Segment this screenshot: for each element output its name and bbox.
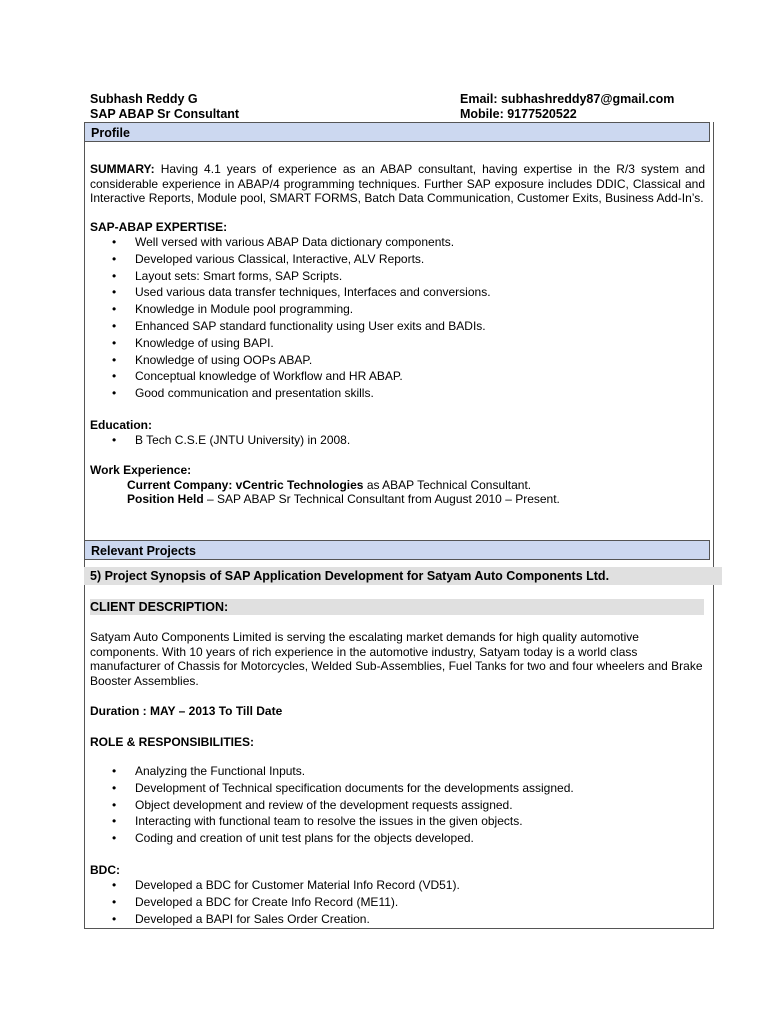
bdc-item: • Developed a BDC for Customer Material Info Record (VD51). (90, 877, 705, 894)
work-experience-heading: Work Experience: (90, 463, 192, 478)
client-description-bar (90, 599, 704, 615)
current-company (90, 478, 705, 493)
expertise-item: • Well versed with various ABAP Data dictionary components. (90, 234, 705, 251)
profile-section-header (84, 122, 710, 142)
education-item: • B Tech C.S.E (JNTU University) in 2008. (90, 432, 705, 449)
role-item: • Interacting with functional team to resolve the issues in the given objects. (90, 813, 705, 830)
projects-heading: Relevant Projects (91, 544, 196, 558)
expertise-item: • Developed various Classical, Interactive, ALV Reports. (90, 251, 705, 268)
client-description-text: Satyam Auto Components Limited is serving the escalating market demands for high quality automotive components. With 10 years of rich experience in the automotive industry, Satyam today is a world class manufacturer of Chassis for Motorcycles, Welded Sub-Assemblies, Fuel Tanks for two and four wheelers and Brake Booster Assemblies. (90, 630, 703, 688)
bdc-list (90, 877, 705, 927)
expertise-heading: SAP-ABAP EXPERTISE: (90, 219, 228, 234)
bdc-item: • Developed a BAPI for Sales Order Creation. (90, 911, 705, 928)
expertise-item: • Enhanced SAP standard functionality using User exits and BADIs. (90, 318, 705, 335)
expertise-item: • Layout sets: Smart forms, SAP Scripts. (90, 268, 705, 285)
position-label: Position Held (127, 492, 204, 507)
candidate-email: Email: subhashreddy87@gmail.com (460, 92, 675, 106)
role-item: • Coding and creation of unit test plans for the objects developed. (90, 830, 705, 847)
project-duration: Duration : MAY – 2013 To Till Date (90, 704, 283, 718)
education-list (90, 432, 705, 449)
expertise-item: • Used various data transfer techniques, Interfaces and conversions. (90, 284, 705, 301)
profile-heading: Profile (91, 126, 130, 140)
company-role: as ABAP Technical Consultant. (363, 477, 532, 492)
candidate-mobile: Mobile: 9177520522 (460, 107, 577, 121)
company-label: Current Company: vCentric Technologies (127, 477, 364, 492)
resume-header (90, 92, 710, 122)
expertise-item: • Good communication and presentation skills. (90, 385, 705, 402)
role-item: • Analyzing the Functional Inputs. (90, 763, 705, 780)
position-detail: – SAP ABAP Sr Technical Consultant from August 2010 – Present. (203, 492, 560, 507)
project-synopsis-bar (84, 567, 722, 585)
summary-label: SUMMARY: (90, 162, 155, 176)
profile-content (90, 162, 705, 507)
expertise-item: • Knowledge in Module pool programming. (90, 301, 705, 318)
bdc-item: • Developed a BDC for Create Info Record (ME11). (90, 894, 705, 911)
summary-paragraph (90, 162, 705, 206)
bdc-heading: BDC: (90, 862, 120, 877)
role-item: • Development of Technical specification documents for the developments assigned. (90, 780, 705, 797)
position-held (90, 492, 705, 507)
candidate-title: SAP ABAP Sr Consultant (90, 107, 240, 121)
roles-list (90, 763, 705, 847)
expertise-item: • Knowledge of using BAPI. (90, 335, 705, 352)
roles-heading: ROLE & RESPONSIBILITIES: (90, 734, 255, 749)
summary-text: Having 4.1 years of experience as an ABAP consultant, having expertise in the R/3 system and considerable experience in ABAP/4 programming techniques. Further SAP exposure includes DDIC, Classical and Interactive Reports, Module pool, SMART FORMS, Batch Data Communication, Customer Exits, Business Add-In’s. (90, 162, 705, 205)
expertise-item: • Knowledge of using OOPs ABAP. (90, 352, 705, 369)
role-item: • Object development and review of the development requests assigned. (90, 797, 705, 814)
candidate-name: Subhash Reddy G (90, 92, 198, 106)
client-description-heading: CLIENT DESCRIPTION: (90, 600, 229, 614)
projects-section-header (84, 540, 710, 560)
project-content (90, 630, 705, 928)
expertise-list (90, 234, 705, 402)
project-synopsis: 5) Project Synopsis of SAP Application Development for Satyam Auto Components Ltd. (90, 569, 610, 583)
education-heading: Education: (90, 417, 152, 432)
expertise-item: • Conceptual knowledge of Workflow and HR ABAP. (90, 368, 705, 385)
